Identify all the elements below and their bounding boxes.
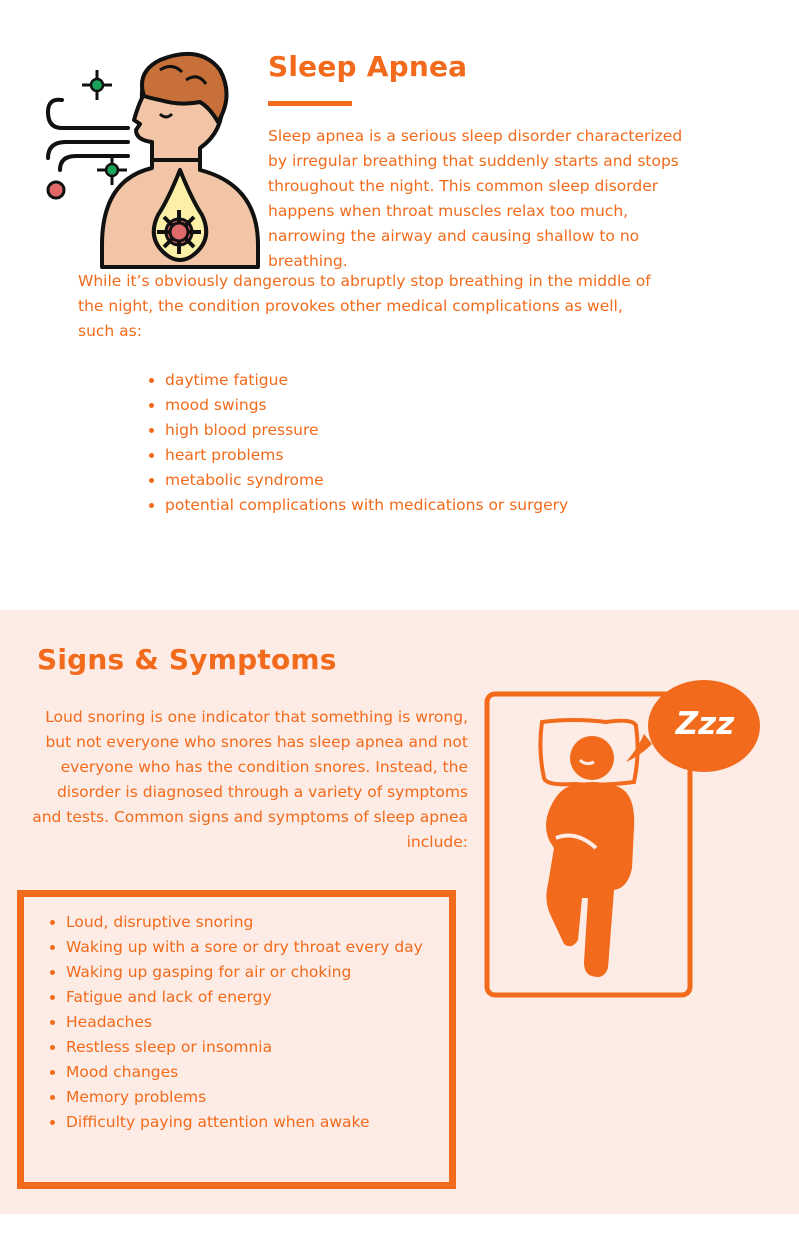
list-item: • mood swings — [165, 393, 585, 418]
list-item: • metabolic syndrome — [165, 468, 585, 493]
list-item: • Mood changes — [66, 1060, 451, 1085]
list-item: • Loud, disruptive snoring — [66, 910, 451, 935]
list-item: • Fatigue and lack of energy — [66, 985, 451, 1010]
snore-zzz-text: Zzz — [675, 706, 735, 742]
complications-intro: While it’s obviously dangerous to abruptly stop breathing in the middle of the night, the condition provokes other medical complications as well, such as: — [78, 272, 651, 340]
list-item: • Waking up with a sore or dry throat every day — [66, 935, 451, 960]
list-item: • potential complications with medications or surgery — [165, 493, 585, 518]
list-item: • heart problems — [165, 443, 585, 468]
page-title: Sleep Apnea — [268, 50, 468, 83]
list-item: • Difficulty paying attention when awake — [66, 1110, 451, 1135]
list-item: • daytime fatigue — [165, 368, 585, 393]
list-item: • Waking up gasping for air or choking — [66, 960, 451, 985]
complications-list — [145, 368, 585, 518]
signs-heading: Signs & Symptoms — [37, 643, 337, 676]
symptoms-list — [46, 910, 451, 1135]
title-underline — [268, 101, 352, 106]
list-item: • Restless sleep or insomnia — [66, 1035, 451, 1060]
list-item: • high blood pressure — [165, 418, 585, 443]
list-item: • Memory problems — [66, 1085, 451, 1110]
breathing-person-lungs-icon — [40, 50, 265, 272]
signs-paragraph: Loud snoring is one indicator that something is wrong, but not everyone who snores has sleep apnea and not everyone who has the condition snores. Instead, the disorder is diagnosed through a variety of symptoms and tests. Common signs and symptoms of sleep apnea include: — [32, 708, 468, 851]
list-item: • Headaches — [66, 1010, 451, 1035]
intro-paragraph: Sleep apnea is a serious sleep disorder characterized by irregular breathing that suddenly starts and stops throughout the night. This common sleep disorder happens when throat muscles relax too much, narrowing the airway and causing shallow to no breathing. — [268, 127, 683, 270]
